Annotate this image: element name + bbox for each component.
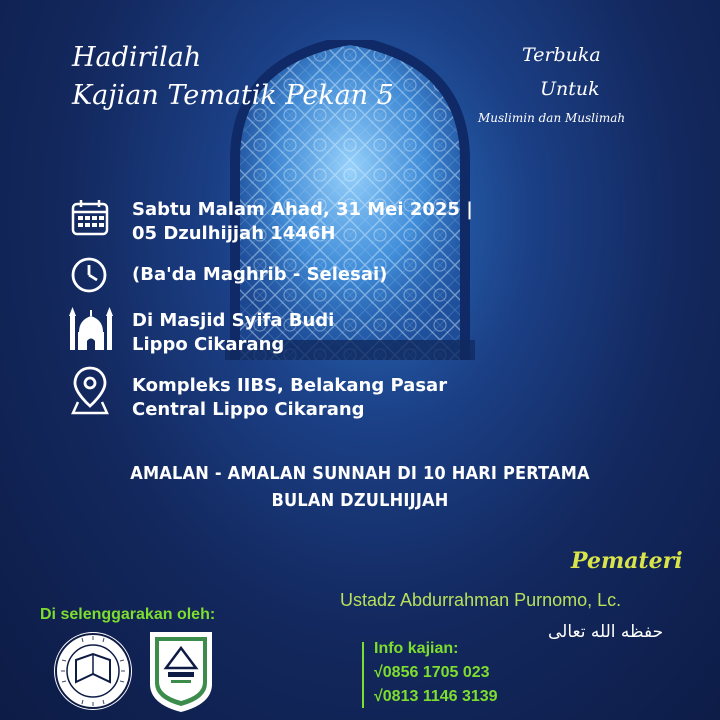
foundation-seal-logo: [52, 630, 134, 712]
open-for-label: Terbuka: [522, 44, 601, 66]
speaker-label: Pemateri: [571, 548, 683, 574]
clock-icon: [70, 256, 108, 294]
theme-subtitle: BULAN DZULHIJJAH: [271, 490, 449, 511]
organizer-label: Di selenggarakan oleh:: [40, 606, 216, 623]
school-shield-logo: [146, 628, 216, 714]
event-time: (Ba'da Maghrib - Selesai): [132, 264, 388, 285]
speaker-honorific: حفظه الله تعالى: [548, 622, 664, 642]
event-title: Kajian Tematik Pekan 5: [72, 80, 394, 111]
speaker-name: Ustadz Abdurrahman Purnomo, Lc.: [340, 590, 622, 610]
contact-label: Info kajian:: [374, 640, 459, 657]
venue-city: Lippo Cikarang: [132, 334, 285, 355]
theme-title: AMALAN - AMALAN SUNNAH DI 10 HARI PERTAMA: [130, 463, 590, 484]
open-for-label-2: Untuk: [540, 78, 600, 100]
calendar-icon: [70, 198, 110, 238]
location-pin-icon: [70, 364, 110, 416]
contact-phone-1: √0856 1705 023: [374, 664, 490, 681]
contact-phone-2: √0813 1146 3139: [374, 688, 498, 705]
audience-text: Muslimin dan Muslimah: [478, 111, 626, 125]
event-hijri-date: 05 Dzulhijjah 1446H: [132, 223, 336, 244]
address-line-1: Kompleks IIBS, Belakang Pasar: [132, 375, 448, 396]
invitation-title: Hadirilah: [72, 42, 202, 73]
address-line-2: Central Lippo Cikarang: [132, 399, 365, 420]
contact-divider: [362, 642, 364, 708]
venue-name: Di Masjid Syifa Budi: [132, 310, 335, 331]
mosque-icon: [66, 304, 116, 352]
event-date: Sabtu Malam Ahad, 31 Mei 2025 |: [132, 199, 473, 220]
